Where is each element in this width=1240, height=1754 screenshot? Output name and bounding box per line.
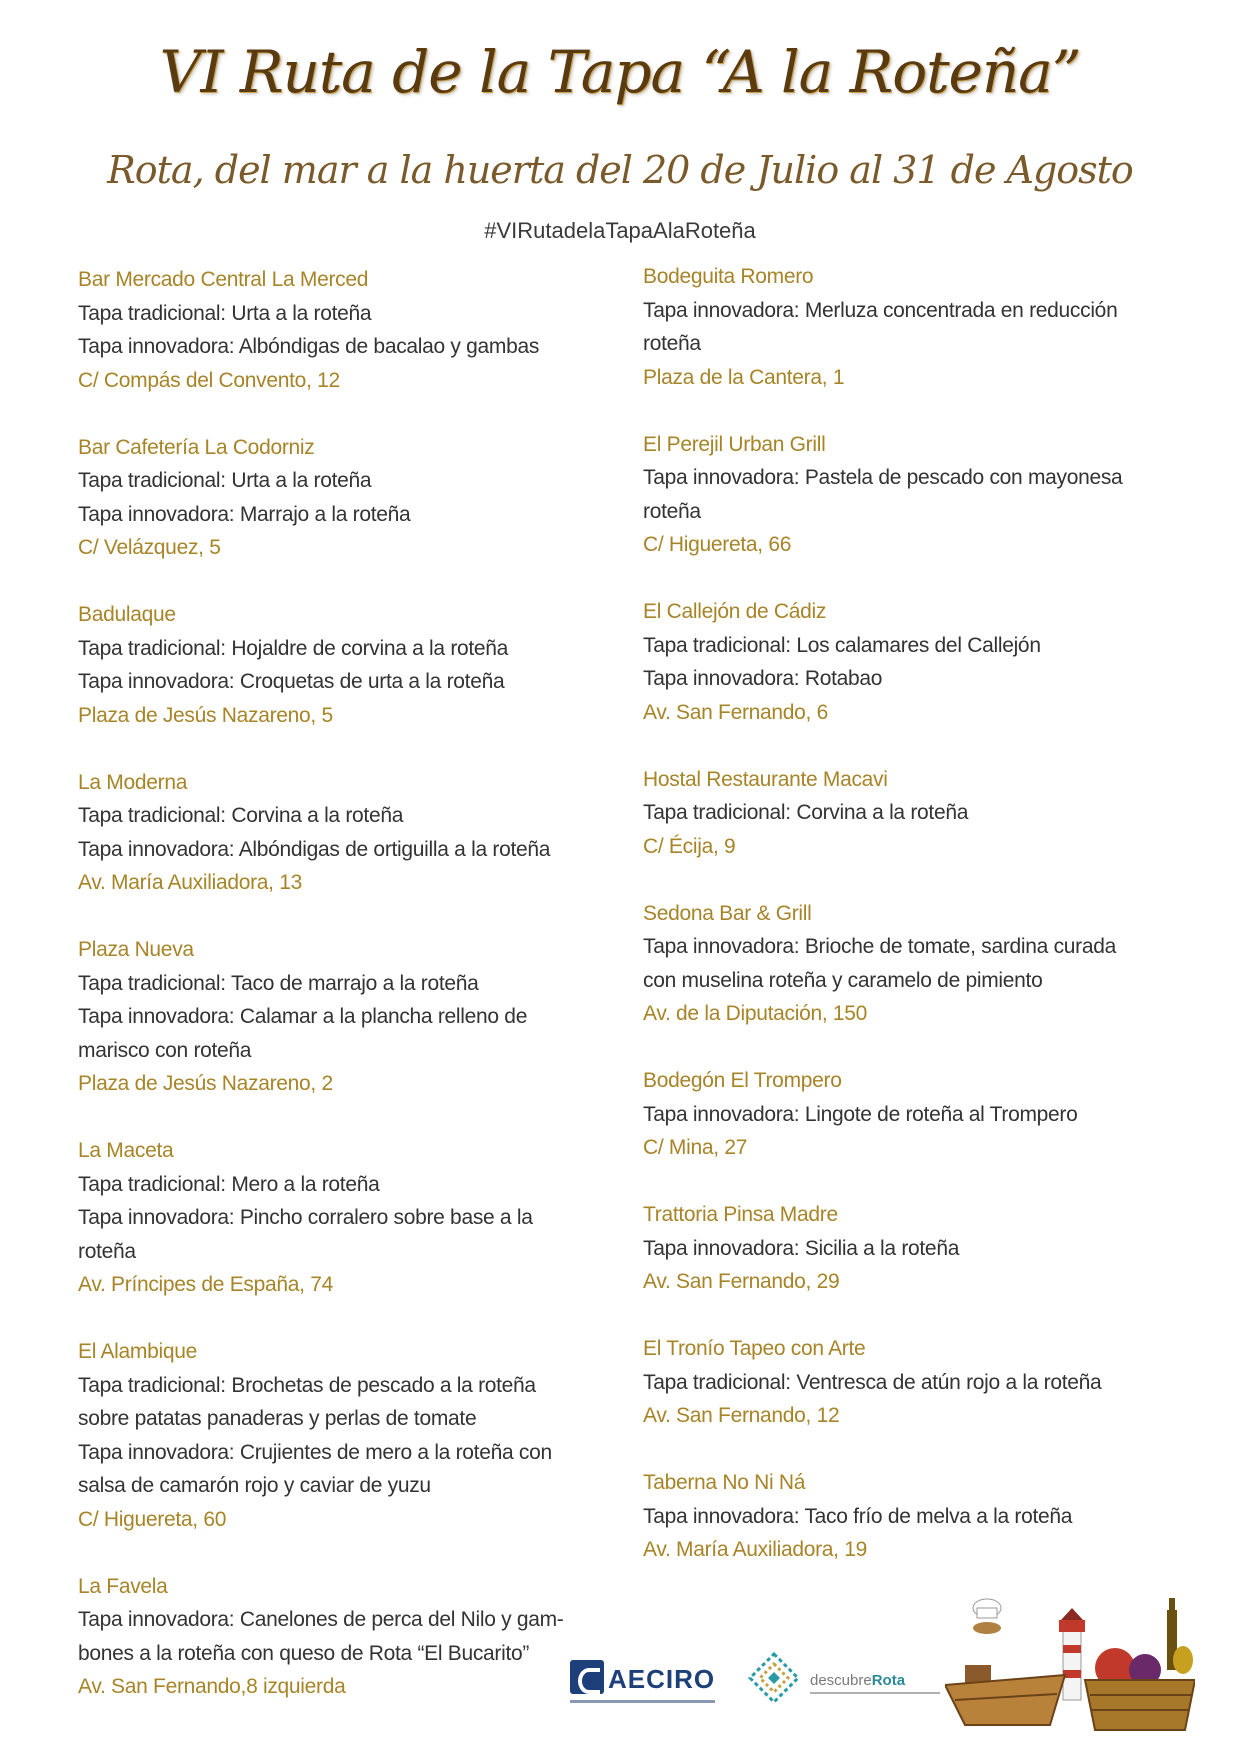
restaurant-entry: [78, 263, 598, 397]
restaurant-entry: [78, 431, 598, 565]
tapa-line: Tapa innovadora: Croquetas de urta a la roteña: [78, 670, 505, 693]
restaurant-address: C/ Higuereta, 60: [78, 1507, 227, 1531]
left-column: [78, 263, 598, 1704]
restaurant-entry: [78, 1335, 598, 1536]
restaurant-address: Av. María Auxiliadora, 13: [78, 871, 303, 894]
entry-spacer: [643, 1031, 1163, 1065]
restaurant-name: Bar Cafetería La Codorniz: [78, 435, 315, 459]
restaurant-name: Badulaque: [78, 603, 176, 626]
entry-spacer: [78, 1101, 598, 1135]
restaurant-entry: [78, 1134, 598, 1302]
descubre-text: descubre: [810, 1672, 872, 1689]
tapa-line: roteña: [643, 499, 701, 523]
tapa-line: Tapa innovadora: Canelones de perca del Nilo y gam-: [78, 1608, 564, 1631]
restaurant-address: Plaza de Jesús Nazareno, 5: [78, 703, 333, 727]
restaurant-address: Av. San Fernando,8 izquierda: [78, 1675, 346, 1698]
tapa-line: Tapa tradicional: Los calamares del Callejón: [643, 633, 1041, 657]
restaurant-entry: [78, 598, 598, 732]
restaurant-name: Bodeguita Romero: [643, 265, 814, 288]
page-title: VI Ruta de la Tapa “A la Roteña”: [159, 38, 1081, 106]
restaurant-address: Av. de la Diputación, 150: [643, 1002, 868, 1025]
right-column: [643, 260, 1163, 1567]
entry-spacer: [643, 1299, 1163, 1333]
restaurant-entry: [643, 260, 1163, 394]
restaurant-address: Av. San Fernando, 12: [643, 1404, 840, 1427]
restaurant-name: Sedona Bar & Grill: [643, 901, 812, 925]
restaurant-address: C/ Écija, 9: [643, 834, 736, 858]
restaurant-name: El Perejil Urban Grill: [643, 432, 826, 456]
restaurant-name: El Alambique: [78, 1340, 197, 1363]
tapa-line: Tapa innovadora: Marrajo a la roteña: [78, 502, 411, 526]
entry-spacer: [78, 565, 598, 599]
entry-spacer: [643, 1433, 1163, 1467]
entry-spacer: [643, 729, 1163, 763]
entry-spacer: [78, 397, 598, 431]
tapa-line: sobre patatas panaderas y perlas de tomate: [78, 1407, 477, 1430]
restaurant-entry: [643, 595, 1163, 729]
tapa-line: bones a la roteña con queso de Rota “El Bucarito”: [78, 1641, 530, 1665]
restaurant-address: C/ Mina, 27: [643, 1136, 748, 1159]
tapa-line: Tapa innovadora: Crujientes de mero a la roteña con: [78, 1440, 552, 1464]
restaurant-entry: [78, 933, 598, 1101]
restaurant-name: La Favela: [78, 1574, 168, 1598]
tapa-line: Tapa tradicional: Ventresca de atún rojo a la roteña: [643, 1370, 1102, 1394]
tapa-line: marisco con roteña: [78, 1038, 252, 1062]
entry-spacer: [643, 562, 1163, 596]
descubre-rota-wordmark: [810, 1672, 905, 1689]
tapa-line: Tapa innovadora: Brioche de tomate, sardina curada: [643, 935, 1116, 958]
hashtag: #VIRutadelaTapaAlaRoteña: [484, 218, 756, 243]
boat-icon: [945, 1665, 1065, 1725]
restaurant-name: Plaza Nueva: [78, 938, 194, 961]
restaurant-entry: [643, 428, 1163, 562]
boat-and-basket-illustration: [945, 1590, 1195, 1740]
descubre-rota-emblem-icon: [748, 1652, 800, 1704]
restaurant-address: Plaza de la Cantera, 1: [643, 365, 845, 389]
sponsor-logos: [570, 1650, 950, 1720]
restaurant-name: El Callejón de Cádiz: [643, 600, 827, 623]
restaurant-entry: [78, 1570, 598, 1704]
restaurant-entry: [643, 763, 1163, 864]
tapa-line: Tapa innovadora: Calamar a la plancha relleno de: [78, 1005, 528, 1028]
entry-spacer: [78, 732, 598, 766]
tapa-line: Tapa innovadora: Albóndigas de ortiguilla a la roteña: [78, 837, 551, 861]
entry-spacer: [643, 1165, 1163, 1199]
restaurant-name: Trattoria Pinsa Madre: [643, 1203, 838, 1226]
restaurant-name: Hostal Restaurante Macavi: [643, 767, 888, 791]
tapa-line: Tapa innovadora: Pincho corralero sobre base a la: [78, 1206, 533, 1229]
restaurant-name: La Maceta: [78, 1139, 174, 1162]
entry-spacer: [643, 394, 1163, 428]
lighthouse-icon: [1059, 1608, 1085, 1700]
aeciro-wordmark: AECIRO: [608, 1664, 716, 1694]
restaurant-name: Taberna No Ni Ná: [643, 1471, 806, 1494]
chef-hat-icon: [973, 1599, 1001, 1634]
tapa-line: Tapa tradicional: Urta a la roteña: [78, 469, 372, 492]
tapa-line: Tapa innovadora: Sicilia a la roteña: [643, 1236, 960, 1260]
tapa-line: Tapa innovadora: Rotabao: [643, 667, 883, 690]
entry-spacer: [78, 1302, 598, 1336]
tapa-line: Tapa innovadora: Merluza concentrada en reducción: [643, 298, 1118, 322]
restaurant-address: C/ Velázquez, 5: [78, 536, 221, 559]
aeciro-tagline-line: [570, 1700, 715, 1703]
restaurant-entry: [643, 1064, 1163, 1165]
restaurant-address: Av. María Auxiliadora, 19: [643, 1538, 868, 1561]
tapa-line: Tapa innovadora: Pastela de pescado con mayonesa: [643, 466, 1123, 489]
tapa-line: Tapa tradicional: Brochetas de pescado a la roteña: [78, 1373, 536, 1397]
tapa-line: Tapa innovadora: Lingote de roteña al Trompero: [643, 1102, 1078, 1126]
restaurant-address: Av. San Fernando, 29: [643, 1270, 840, 1293]
tapa-line: salsa de camarón rojo y caviar de yuzu: [78, 1474, 431, 1497]
restaurant-name: La Moderna: [78, 770, 188, 794]
restaurant-entry: [643, 1332, 1163, 1433]
tapa-line: Tapa tradicional: Corvina a la roteña: [78, 804, 404, 827]
restaurant-name: El Tronío Tapeo con Arte: [643, 1337, 866, 1360]
restaurant-name: Bodegón El Trompero: [643, 1069, 842, 1092]
restaurant-address: Plaza de Jesús Nazareno, 2: [78, 1072, 333, 1095]
tapa-line: Tapa tradicional: Hojaldre de corvina a la roteña: [78, 636, 509, 660]
tapa-line: roteña: [78, 1239, 136, 1263]
tapa-line: con muselina roteña y caramelo de pimiento: [643, 968, 1043, 992]
aeciro-mark-icon: [570, 1660, 604, 1694]
descubre-tagline-line: [810, 1692, 940, 1694]
tapa-line: Tapa innovadora: Albóndigas de bacalao y gambas: [78, 335, 540, 358]
aeciro-logo: [570, 1660, 715, 1710]
tapa-line: Tapa tradicional: Taco de marrajo a la roteña: [78, 971, 479, 995]
restaurant-entry: [78, 766, 598, 900]
restaurant-address: Av. San Fernando, 6: [643, 700, 828, 724]
page-subtitle: Rota, del mar a la huerta del 20 de Julio al 31 de Agosto: [107, 148, 1133, 192]
restaurant-address: C/ Compás del Convento, 12: [78, 368, 340, 392]
vegetable-basket-icon: [1085, 1598, 1195, 1730]
entry-spacer: [643, 863, 1163, 897]
rota-text: Rota: [871, 1672, 906, 1689]
tapa-line: roteña: [643, 332, 701, 355]
restaurant-entry: [643, 1198, 1163, 1299]
tapa-line: Tapa tradicional: Corvina a la roteña: [643, 801, 969, 824]
entry-spacer: [78, 1536, 598, 1570]
restaurant-entry: [643, 897, 1163, 1031]
tapa-line: Tapa tradicional: Urta a la roteña: [78, 301, 372, 325]
restaurant-address: C/ Higuereta, 66: [643, 533, 792, 556]
entry-spacer: [78, 900, 598, 934]
descubre-rota-logo: [748, 1652, 948, 1718]
restaurant-name: Bar Mercado Central La Merced: [78, 268, 369, 291]
restaurant-address: Av. Príncipes de España, 74: [78, 1273, 333, 1296]
restaurant-entry: [643, 1466, 1163, 1567]
tapa-line: Tapa innovadora: Taco frío de melva a la roteña: [643, 1504, 1073, 1528]
tapa-line: Tapa tradicional: Mero a la roteña: [78, 1172, 380, 1196]
